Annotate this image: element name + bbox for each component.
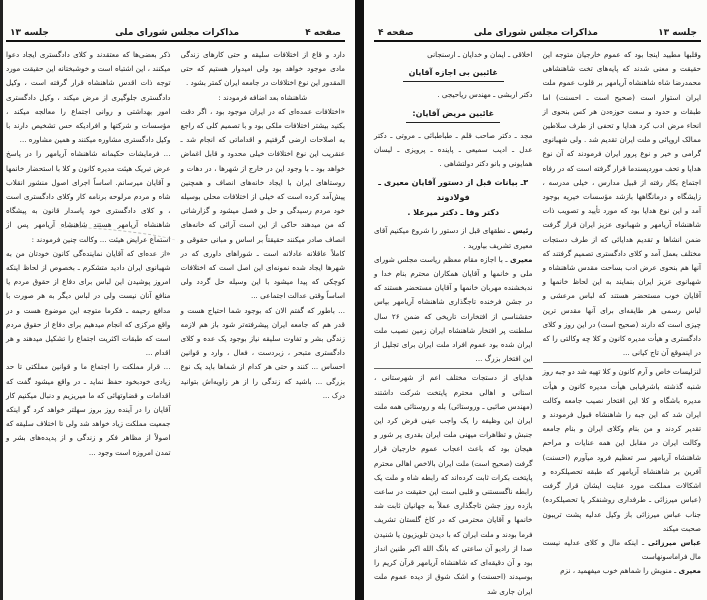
section-title bbox=[374, 175, 533, 220]
speech-text: هدایای از دستجات مختلف اعم از شهرستانی ، استانی و اهالی محترم پایتخت شرکت داشتند (مهندس صائبی ـ وروستائی) بله و روستائی همه ملت ایران این وظیفه را یک واجب عینی فرض کرد این جنبش و تظاهرات میهنی ملت ایران بقدری پر شور و هیجان بود که باعث اعجاب عموم خارجیان قرار گرفت (صحیح است) ملت ایران بالاخص اهالی محترم پایتخت بکرات ثابت کرده‌اند که رابطه شاه و ملت یک رابطه ناگسستنی و قلبی است این حقیقت در ساعت بازده روز جشن تاجگذاری عملاً به جهانیان ثابت شد خانمها و آقایان محترمی که در کاخ گلستان تشریف فرما بودند و ملت ایران که با دیدن تلویزیون یا شنیدن صدا از رادیو آن ساعتی که بانگ الله اکبر طنین انداز بود و آن دقیقه‌ای که شاهنشاه آریامهر قرآن کریم را بوسیدند (احسنت) و اشک شوق از دیده عموم ملت ایران جاری شد bbox=[374, 373, 533, 596]
exchange bbox=[543, 564, 702, 578]
left-page-column-right bbox=[6, 48, 171, 460]
paragraph: وقلبها مطیید اینجا بود که عموم خارجیان متوجه این حقیقت و معنی شدند که پایه‌های تخت شاهنشاهی محمدرضا شاه شاهنشاه آریامهر بر قلوب عموم ملت ایران استوار است (صحیح است ـ احسنت) اما طبقات و حدود و سعت حوزه‌دن هر کس بنحوی از انحاء مرض ادب کرد هدایا و تحفی از طرف سلاطین ممالک اروپائی و ملت ایران تقدیم شد . ولی شهبانوی گرامی و خیر و نوع پرور ایران فرمودند که آن نوع هدایا و تحف موردپسندما قرار گرفته است که در رفاه اجتماع بکار رفته از قبیل مدارس ، خیلی مدرسه ، زایشگاه و درمانگاهها بازشد مؤسسات خیریه بوجود آمد و این نوع هدایا بود که مورد تأیید و تصویب ذات شاهنشاه آریامهر و شهبانوی عزیز ایران قرار گرفت ضمن انشاها و تقدیم هدایائی که از طرف دستجات مختلف بعمل آمد و کلای دادگستری تصمیم گرفتند که آنها هم بنحوی عرض ادب بساحت مقدس شاهنشاه و شهبانوی عزیز ایران بنمایند به این لحاظ خانمها و آقایان خوب مستحضر هستند که لباس مرعشی و لباس رسمی هر طایفه‌ای برای آنها مقدس ترین چیزی است که دارند (صحیح است) در این روز و کلای دادگستری و هیأت مدیره کانون و کلا چه وکالتی را که در اینموقع آن تاج کیانی ... bbox=[542, 50, 701, 358]
absent-without-leave-list: دکتر اربشی ـ مهندس ریاحیجی . bbox=[437, 90, 533, 100]
right-page-column-right bbox=[374, 48, 533, 599]
paragraph: ... قرار مملکت را اجتماع ما و قوانین مملکتی تا حد زیادی خودبخود حفظ نماید ـ در واقع میشود گفت که اقدامات و قضاوتهائی که ما میریزیم و دنبال میکنیم کار آقایان را در آینده روز بروز سهلتر خواهد کرد گو اینکه جمعیت مملکت زیاد خواهد شد ولی تا اختلاف سلیقه که اصولاً از مظاهر فکر و زندگی و از پدیده‌های بشر و تمدن امروزه است وجود ... bbox=[6, 362, 171, 457]
quote-intro: شاهنشاه بعد اضافه فرمودند : bbox=[218, 92, 308, 102]
book-gutter bbox=[355, 0, 364, 600]
absent-sick-heading: غائبین مریض آقایان: bbox=[406, 107, 500, 123]
absent-sick-list: مجد ـ دکتر صاحب قلم ـ طباطبائی ـ مروتی ـ دکتر عدل ـ ادیب سمیعی ـ پاینده ـ پرویزی ـ لیسان همایونی و بانو دکتر دولتشاهی . bbox=[374, 130, 533, 169]
paragraph: «از عده‌ای که آقایان نماینده‌گی کانون خودتان من به شهبانوی ایران دادید متشکرم ـ بخصوص از لحاظ اینکه امروز پوشیدن این لباس برای دفاع از حقوق مردم یا منافع آنان نیست ولی در لباس دیگر به هر صورت با مدافع رحیمه ـ فکرما متوجه این موضوع هست و در واقع مرکزی که انجام میدهیم برای دفاع از حقوق مردم است که طبقات اکثریت اجتماع را تشکیل میدهند و هر اقدام ... bbox=[6, 248, 171, 358]
exchange bbox=[543, 536, 702, 564]
right-page-header bbox=[374, 18, 701, 42]
paragraph: دارد و قاع از اختلافات سلیقه و حتی کارهای زندگی مادی موجود خواهد بود ولی امیدوار هستیم که حتی المقدور این نوع اختلافات در جامعه ایران کمتر بشود . bbox=[180, 50, 345, 88]
scan-edge bbox=[0, 0, 3, 600]
speech-text: ـ با اجازه مقام معظم ریاست مجلس شورای ملی و خانمها و آقایان همکاران محترم بنام خدا و ندبخشنده مهربان خانمها و آقایان مستحضر هستند که در جشن فرخنده تاجگذاری شاهنشاه آریامهر بپاس حقشناسی از افتخارات تاریخی که ضمن ۲۶ سال سلطنت پر افتخار شاهنشاه ایران زمین نصیب ملت ایران شده بود عموم افراد ملت ایران برای تجلیل از این افتخار بزرگ ... bbox=[374, 254, 533, 364]
section-title-line-2: دکتر وفا ـ دکتر میرعلا . bbox=[407, 208, 500, 218]
speech-paragraph bbox=[374, 224, 533, 252]
speaker-name: رئیس bbox=[512, 226, 533, 236]
section-title-line-1: ۳ـ بیانات قبل از دستور آقایان معیری ـ فولادوند bbox=[378, 178, 529, 203]
speech-paragraph bbox=[374, 253, 533, 367]
absent-without-leave-heading: غائبین بی اجازه آقایان bbox=[403, 66, 504, 82]
left-page-header bbox=[6, 18, 345, 42]
paragraph: «اختلافات عمده‌ای که در ایران موجود بود ، اگر دقت بکنید بیشتر اختلافات ملکی بود و با تصمیم کلی که راجع به اصلاحات ارضی گرفتیم و اقداماتی که انجام شد ـ عنقریب این نوع اختلافات خیلی محدود و قابل اغماض خواهد بود ـ با وجود این در خارج از شهرها ، در دهات و روستاهای ایران با ایجاد خانه‌های انصاف و همچنین پیش‌آمد کرده است که خیلی از اختلافات محلی بوسیله خود مردم رسیدگی و حل و فصل میشود و گزارشاتی که من میدهند حاکی از این است آرائی که خانه‌های انصاف صادر میکنند حقیقتاً بر اساس و مبانی حقوقی و کاملاً عاقلانه عادلانه است ـ شوراهای داوری که در شهرها ایجاد شده نمونه‌ای این اصل است که اختلافات کوچکی که پیدا میشود با این وسیله حل گردد ولی اساساً وقتی عدالت اجتماعی ... bbox=[180, 106, 345, 301]
left-page-columns bbox=[6, 48, 345, 460]
intro-line: اخلاقی ـ ایمان و خدایان ـ ارسنجانی bbox=[427, 50, 533, 59]
left-page-column-left bbox=[181, 48, 346, 460]
paragraph: لنزلیسات خاص و آرم کانون و کلا تهیه شد دو جبه روز شنبه گذشته باشرفیابی هیأت مدیره کانون و هیأت مدیره باشگاه و کلا این افتخار نصیب جامعه وکالت ایران شد که این جبه را شاهنشاه قبول فرمودند و تقدیر کردند و من بنام وکلای ایران و بنام جامعه وکالت ایران در مقابل این همه عنایات و مراحم شاهنشاه آریامهر سر تعظیم فرود میآورم (احسنت) آفرین بر شاهنشاه آریامهر که طبقه تحصیلکرده و اشکالات مملکت مورد عنایت ایشان قرار گرفت (عباس میرزائی ـ طرفداری روشنفکر یا تحصیلکرده) جناب عباس میرزائی باز وکیل عدلیه پشت تریبون صحبت میکند bbox=[542, 367, 701, 533]
right-page-title: مذاکرات مجلس شورای ملی bbox=[473, 28, 598, 38]
left-session-number: جلسه ۱۳ bbox=[10, 28, 49, 38]
right-session-number: جلسه ۱۳ bbox=[658, 28, 697, 38]
left-page-number: صفحه ۴ bbox=[305, 28, 341, 38]
paragraph: ... باطور که گفتم الان که بوجود شما احتیاج هست و قدر هم که جامعه ایران پیشرفته‌تر شود باز هم لازمه زندگی بشر و تفاوت سلیقه نیاز بوجود یک عده و کلای دادگستری متبحر ، زبردست ، فعال ، وارد و قوانین احساس ... کنند و حتی هر کدام از شماها باید یک نوع بزرگی ... باشید که زندگی را از هر زاویه‌اش بتوانید درک ... bbox=[180, 305, 345, 400]
right-page-columns bbox=[374, 48, 701, 599]
exchange-text: ـ اینکه مال و کلای عدلیه نیست مال فراماسونهاست bbox=[542, 537, 701, 562]
speaker-name: معیری bbox=[678, 566, 701, 576]
divider bbox=[543, 362, 702, 363]
speech-paragraph bbox=[374, 371, 533, 598]
right-page-number: صفحه ۴ bbox=[378, 28, 414, 38]
paragraph: ... فرمایشات حکیمانه شاهنشاه آریامهر را در پاسخ عرض تبریک هیئت مدیره کانون و کلا با استحضار خانمها و آقایان میرسانم. اساساً اجرای اصول منشور انقلاب شاه و مردم مرلوحه برنامه کار وکلای دادگستری است ، و کلای دادگستری خود پاسدار قانون به پیشگاه شاهنشاه آریامهر هستند شاهنشاه آریامهر پس از استماع عرایض هیئت ... وکالت چنین فرمودند : bbox=[6, 149, 171, 244]
speaker-name: عباس میرزائی bbox=[647, 537, 701, 547]
left-page-title: مذاکرات مجلس شورای ملی bbox=[115, 28, 240, 38]
speech-text: ـ نطقهای قبل از دستور را شروع میکنیم آقای معیری تشریف بیاورید . bbox=[374, 226, 533, 250]
exchange-text: ـ منویش را شماهم خوب میفهمید ، نزم bbox=[560, 566, 677, 576]
right-page bbox=[364, 0, 707, 600]
right-page-column-left bbox=[543, 48, 702, 599]
divider bbox=[374, 368, 533, 369]
speaker-name: معیری bbox=[509, 254, 533, 264]
paragraph: ذکر بعضی‌ها که معتقدند و کلای دادگستری ایجاد دعوا میکنند ، این اشتباه است و خوشبختانه این حقیقت مورد توجه ذات اقدس شاهنشاه قرار گرفته است ، وکیل دادگستری جلوگیری از مرض میکند ، وکیل دادگستری امور بهداشتی و روانی اجتماع را معالجه میکند ، مؤسسات و شرکتها و افرادیکه حس تشخیص دارند با وکیل دادگستری مشاوره میکنند و همین مشاوره ... bbox=[6, 50, 171, 145]
